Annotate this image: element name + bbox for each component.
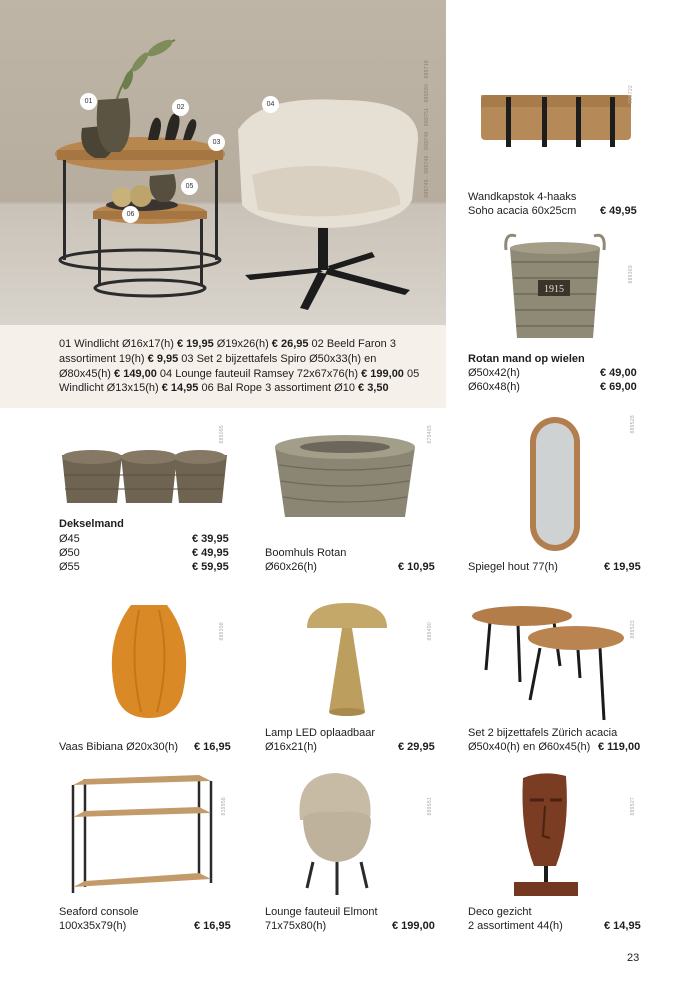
size-row-3: Ø55	[59, 561, 80, 573]
bijzettafels-image	[468, 600, 633, 725]
dekselmand-image	[59, 425, 229, 510]
product-vaas[interactable]	[59, 600, 239, 760]
badge-03: 03	[208, 134, 225, 151]
price-row-1: € 49,00	[600, 367, 637, 379]
product-name: Seaford console	[59, 906, 139, 918]
price-row-2: € 49,95	[192, 547, 229, 559]
product-price: € 49,95	[600, 205, 637, 217]
caption-text: 06 Bal Rope 3 assortiment Ø10	[198, 382, 359, 395]
caption-price: € 149,00	[114, 367, 157, 380]
product-name: Wandkapstok 4-haaks	[468, 191, 577, 203]
badge-04: 04	[262, 96, 279, 113]
product-rotan-mand[interactable]	[468, 230, 658, 395]
console-image	[59, 775, 219, 895]
vaas-image	[59, 600, 239, 725]
product-name: Dekselmand	[59, 518, 124, 530]
product-size: 71x75x80(h)	[265, 920, 327, 932]
size-row-2: Ø50	[59, 547, 80, 559]
caption-text: 02 Beeld Faron 3 assortiment 19(h)	[59, 338, 396, 365]
caption-price: € 9,95	[147, 352, 179, 365]
product-size: 100x35x79(h)	[59, 920, 127, 932]
product-boomhuls[interactable]	[265, 425, 445, 580]
product-price: € 199,00	[392, 920, 435, 932]
product-price: € 10,95	[398, 561, 435, 573]
product-size: 2 assortiment 44(h)	[468, 920, 563, 932]
article-code: 889722	[628, 85, 634, 104]
size-row-1: Ø45	[59, 533, 80, 545]
product-name: Boomhuls Rotan	[265, 547, 347, 559]
caption-price: € 3,50	[358, 382, 389, 395]
hero-caption	[0, 325, 446, 408]
product-size: Soho acacia 60x25cm	[468, 205, 577, 217]
caption-price: € 14,95	[161, 382, 199, 395]
caption-text: 01 Windlicht Ø16x17(h)	[59, 338, 177, 350]
article-code: 889490	[427, 622, 433, 641]
price-row-2: € 69,00	[600, 381, 637, 393]
product-price: € 19,95	[604, 561, 641, 573]
caption-price: € 19,95	[177, 338, 214, 350]
caption-text: 03 Set 2 bijzettafels Spiro Ø50x33(h) en Ø80x45(h)	[59, 352, 377, 380]
article-code: 889523	[630, 620, 636, 639]
rotan-mand-image	[500, 230, 610, 345]
boomhuls-image	[265, 425, 425, 530]
article-code: 819958	[221, 797, 227, 816]
product-price: € 29,95	[398, 741, 435, 753]
product-price: € 119,00	[598, 741, 641, 753]
size-row-2: Ø60x48(h)	[468, 381, 520, 393]
article-code: 889369	[628, 265, 634, 284]
article-code: 889551	[427, 797, 433, 816]
product-fauteuil[interactable]	[265, 770, 445, 935]
fauteuil-image	[265, 770, 445, 898]
price-row-1: € 39,95	[192, 533, 229, 545]
product-name: Vaas Bibiana Ø20x30(h)	[59, 741, 179, 753]
product-price: € 16,95	[194, 741, 231, 753]
article-code: 879465	[427, 425, 433, 444]
product-name: Lamp LED oplaadbaar	[265, 727, 376, 739]
badge-01: 01	[80, 93, 97, 110]
product-deco[interactable]	[468, 770, 658, 935]
product-size: Ø16x21(h)	[265, 741, 317, 753]
badge-05: 05	[181, 178, 198, 195]
price-row-3: € 59,95	[192, 561, 229, 573]
badge-06: 06	[122, 206, 139, 223]
product-price: € 16,95	[194, 920, 231, 932]
product-wandkapstok[interactable]	[468, 85, 658, 220]
lamp-image	[265, 600, 445, 720]
hero-article-codes: 889749 · 889746 · 889748 · 889751 · 889580 · 889718	[424, 60, 430, 198]
product-dekselmand[interactable]	[59, 425, 239, 580]
wandkapstok-image	[476, 85, 636, 165]
caption-price: € 26,95	[271, 338, 309, 350]
caption-text: 04 Lounge fauteuil Ramsey 72x67x76(h)	[156, 367, 362, 380]
hero-photo	[0, 0, 446, 325]
article-code: 889398	[219, 622, 225, 641]
product-name: Deco gezicht	[468, 906, 532, 918]
article-code: 889095	[219, 425, 225, 444]
product-name: Lounge fauteuil Elmont	[265, 906, 378, 918]
caption-text: 05 Windlicht Ø13x15(h)	[59, 367, 420, 395]
product-spiegel[interactable]	[468, 415, 658, 580]
product-console[interactable]	[59, 775, 239, 935]
product-bijzettafels[interactable]	[468, 600, 658, 760]
article-code: 889528	[630, 415, 636, 434]
article-code: 889527	[630, 797, 636, 816]
product-name: Spiegel hout 77(h)	[468, 561, 558, 573]
product-price: € 14,95	[604, 920, 641, 932]
product-name: Rotan mand op wielen	[468, 353, 585, 365]
page-number: 23	[627, 952, 640, 964]
product-lamp[interactable]	[265, 600, 445, 760]
product-size: Ø50x40(h) en Ø60x45(h)	[468, 741, 591, 753]
spiegel-image	[468, 415, 658, 555]
caption-price: € 199,00	[361, 367, 404, 380]
product-name: Set 2 bijzettafels Zürich acacia	[468, 727, 618, 739]
deco-image	[468, 770, 658, 900]
product-size: Ø60x26(h)	[265, 561, 317, 573]
size-row-1: Ø50x42(h)	[468, 367, 520, 379]
caption-text: Ø19x26(h)	[213, 338, 272, 350]
basket-tag: 1915	[544, 284, 564, 295]
badge-02: 02	[172, 99, 189, 116]
